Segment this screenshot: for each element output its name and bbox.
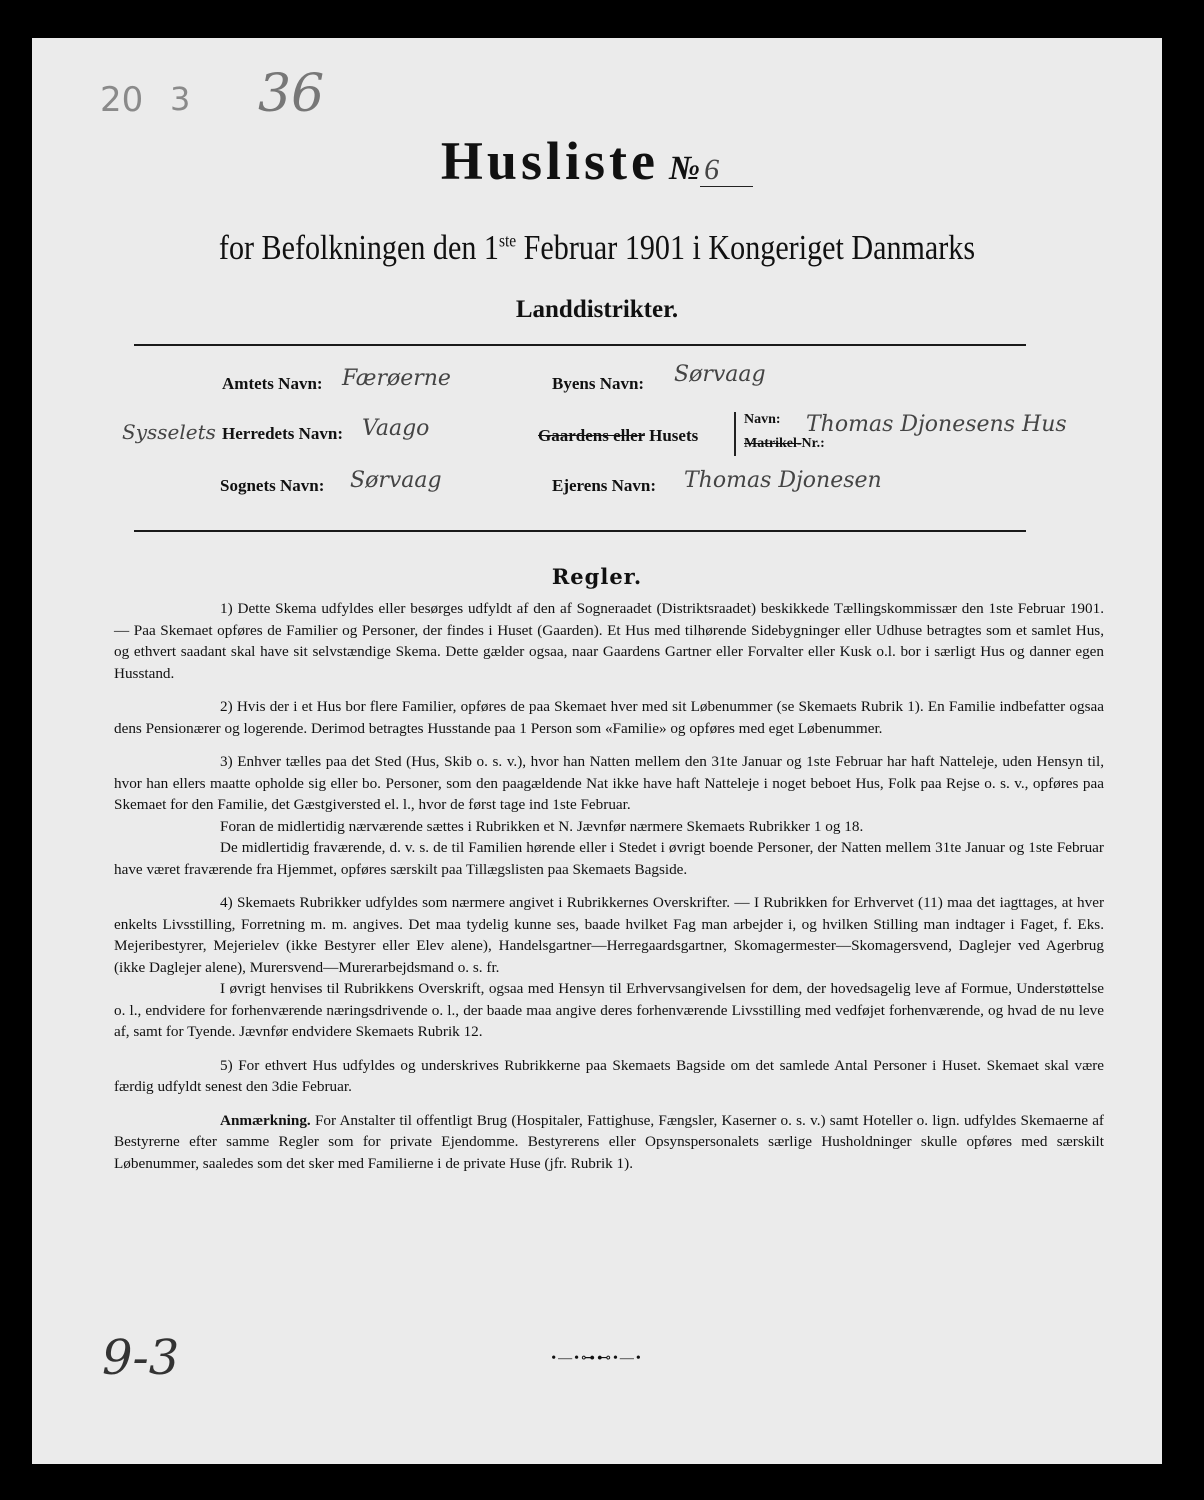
matrikel-struck: Matrikel- [744,436,802,451]
rule-4b: I øvrigt henvises til Rubrikkens Overskrift, ogsaa med Hensyn til Erhvervsangivelsen for dem, der hovedsagelig leve af Formue, Understøttelse o. l., endvidere for forhenværende næringsdrivende o. l., der baade maa angive deres forhenværende Livsstilling med vedføjet forhenværende, og hvad de nu leve af, samt for Tyende. Jævnfør endvidere Skemaets Rubrik 12. [114,980,1104,1040]
rule-3b: Foran de midlertidig nærværende sættes i Rubrikken et N. Jævnfør nærmere Skemaets Rubrikker 1 og 18. [220,817,864,835]
rule-1: 1) Dette Skema udfyldes eller besørges udfyldt af den af Sogneraadet (Distriktsraadet) beskikkede Tællingskommissær den 1ste Februar 1901. — Paa Skemaet opføres de Familier og Personer, der findes i Huset (Gaarden). Et Hus med tilhørende Sidebygninger eller Udhuse betragtes som et samlet Hus, og ethvert saadant skal have sit selvstændige Skema. Dette gælder ogsaa, naar Gaardens Gartner eller Forvalter eller Kusk o.l. bor i særligt Hus og danner egen Husstand. [114,600,1104,682]
census-form-page [32,38,1162,1464]
pencil-note-36: 36 [258,64,325,124]
subtitle-part: for Befolkningen den 1 [218,228,499,267]
navn-label: Navn: [744,412,781,427]
herred-label: Herredets Navn: [222,424,344,443]
amt-value: Færøerne [342,366,451,391]
rules-heading: Regler. [551,564,643,589]
form-subtitle [111,228,1083,268]
rule-3c: De midlertidig fraværende, d. v. s. de til Familien hørende eller i Stedet i øvrigt boende Personer, der Natten mellem 31te Januar og 1ste Februar have været fraværende fra Hjemmet, opføres særskilt paa Tillægslisten paa Skemaets Bagside. [114,839,1104,878]
note-label: Anmærkning. [220,1111,311,1129]
pencil-note-3: 3 [170,80,191,118]
pencil-note-9-3: 9-3 [102,1330,180,1386]
spacer [114,1043,1104,1055]
by-value: Sørvaag [674,362,766,387]
title-text: Husliste [440,131,659,191]
subtitle-sup: ste [498,230,517,251]
divider-bottom [134,530,1026,532]
ejer-value: Thomas Djonesen [684,468,882,493]
ejer-label: Ejerens Navn: [552,476,657,495]
gaard-label [538,426,698,446]
field-brace [734,412,736,456]
spacer [114,739,1104,751]
amt-label: Amtets Navn: [222,374,323,393]
gaard-label-struck: Gaardens eller [538,426,645,445]
subtitle-part: Februar 1901 i Kongeriget Danmarks [516,228,976,267]
rule-3a: 3) Enhver tælles paa det Sted (Hus, Skib o. s. v.), hvor han Natten mellem den 31te Januar og 1ste Februar har haft Natteleje, uden Hensyn til, hvor han ellers maatte opholde sig eller bo. Personer, som den paagældende Nat ikke have haft Natteleje i noget beboet Hus, Folk paa Rejse o. s. v., opføres paa Skemaet for den Familie, det Gæstgiversted el. l., hvor de først tage ind 1ste Februar. [114,753,1104,813]
note-text: For Anstalter til offentligt Brug (Hospitaler, Fattighuse, Fængsler, Kaserner o. s. v.) samt Hoteller o. lign. udfyldes Skemaerne af Bestyrerne efter samme Regler som for private Ejendomme. Bestyrerens eller Opsynspersonalets særlige Husholdninger skulle opføres med særskilt Løbenummer, saaledes som det sker med Familierne i de private Huse (jfr. Rubrik 1). [114,1111,1104,1172]
matrikel-label [744,436,825,452]
pencil-note-20: 20 [100,80,144,120]
matrikel-kept: Nr.: [801,436,825,451]
divider-top [134,344,1026,346]
rule-5: 5) For ethvert Hus udfyldes og underskrives Rubrikkerne paa Skemaets Bagside om det samlede Antal Personer i Huset. Skemaet skal være færdig udfyldt senest den 3die Februar. [114,1056,1104,1095]
rules-body [114,598,1104,1174]
list-number: 6 [700,153,753,187]
sogn-label: Sognets Navn: [220,476,325,495]
form-subtitle-district: Landdistrikter. [515,296,679,323]
spacer [114,684,1104,696]
ornament-divider: •—•⊶⊷•—• [551,1351,643,1366]
by-label: Byens Navn: [552,374,645,393]
form-title [32,130,1162,192]
rule-2: 2) Hvis der i et Hus bor flere Familier, opføres de paa Skemaet hver med sit Løbenummer (se Skemaets Rubrik 1). En Familie indbefatter ogsaa dens Pensionærer og logerende. Derimod betragtes Husstande paa 1 Person som «Familie» og opføres med eget Løbenummer. [114,698,1104,737]
gaard-label-kept: Husets [644,426,699,445]
spacer [114,1098,1104,1110]
spacer [114,880,1104,892]
herred-prefix: Sysselets [122,420,216,444]
hus-value: Thomas Djonesens Hus [806,412,1067,437]
rule-4a: 4) Skemaets Rubrikker udfyldes som nærmere angivet i Rubrikkernes Overskrifter. — I Rubrikken for Erhvervet (11) maa det iagttages, at hver enkelts Livsstilling, Forretning m. m. angives. Det maa tydelig kunne ses, baade hvilket Fag man arbejder i, og hvilken Stilling man indtager i Faget, f. Eks. Mejeribestyrer, Mejerielev (ikke Bestyrer eller Elev alene), Handelsgartner—Herregaardsgartner, Skomagermester—Skomagersvend, Daglejer ved Agerbrug (ikke Daglejer alene), Murersvend—Murerarbejdsmand o. s. fr. [114,894,1104,976]
sogn-value: Sørvaag [350,468,442,493]
number-label: № [668,150,701,187]
herred-value: Vaago [362,416,430,441]
note [114,1110,1104,1175]
